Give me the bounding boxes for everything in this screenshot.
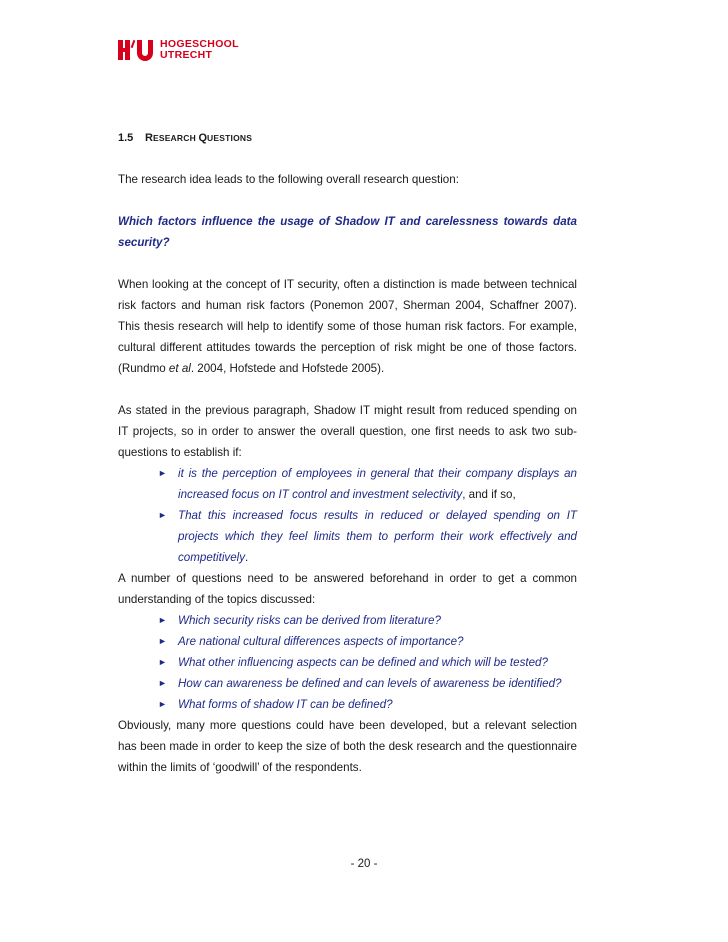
list-item <box>118 610 577 631</box>
list-item <box>118 631 577 652</box>
question-text: How can awareness be defined and can levels of awareness be identified? <box>178 677 562 690</box>
paragraph-conclusion: Obviously, many more questions could have been developed, but a relevant selection has been made in order to keep the size of both the desk research and the questionnaire within the limits of ‘goodwill’ of the respondents. <box>118 719 577 774</box>
question-text: Are national cultural differences aspects of importance? <box>178 635 464 648</box>
question-text: What other influencing aspects can be defined and which will be tested? <box>178 656 548 669</box>
para1-tail: . 2004, Hofstede and Hofstede 2005). <box>190 362 385 375</box>
sub-question-tail: , and if so, <box>462 488 516 501</box>
questions-list <box>118 610 577 715</box>
main-research-question: Which factors influence the usage of Shadow IT and carelessness towards data security? <box>118 215 577 249</box>
list-item <box>118 505 577 568</box>
sub-question-tail: . <box>245 551 249 564</box>
bullet-arrow-icon: ► <box>158 636 167 646</box>
logo-line2: UTRECHT <box>160 49 213 61</box>
logo <box>118 38 239 62</box>
intro-paragraph: The research idea leads to the following overall research question: <box>118 173 459 186</box>
section-title-q-rest: UESTIONS <box>207 133 253 143</box>
para1-et: et <box>168 362 179 375</box>
para1-text: When looking at the concept of IT security, often a distinction is made between technical risk factors and human risk factors (Ponemon 2007, Sherman 2004, Schaffner 2007). This thesis research will help to identify some of those human risk factors. For example, cultural different attitudes towards the perception of risk might be one of those factors. (Rundmo <box>118 278 577 375</box>
question-text: Which security risks can be derived from literature? <box>178 614 441 627</box>
sub-question-text: That this increased focus results in reduced or delayed spending on IT projects which they feel limits them to perform their work effectively and competitively <box>178 509 577 564</box>
page-number: - 20 - <box>350 858 378 870</box>
bullet-arrow-icon: ► <box>158 678 167 688</box>
bullet-arrow-icon: ► <box>158 510 167 520</box>
paragraph-questions-intro: A number of questions need to be answered beforehand in order to get a common understanding of the topics discussed: <box>118 572 577 606</box>
section-title-rest: ESEARCH <box>152 133 199 143</box>
bullet-arrow-icon: ► <box>158 615 167 625</box>
section-title-q: Q <box>198 132 208 144</box>
page-content <box>118 128 577 778</box>
list-item <box>118 463 577 505</box>
logo-line1: HOGESCHOOL <box>160 38 239 50</box>
hu-logo-mark-icon <box>118 38 156 62</box>
logo-wordmark <box>160 39 239 61</box>
section-heading <box>118 128 577 149</box>
list-item <box>118 652 577 673</box>
bullet-arrow-icon: ► <box>158 468 167 478</box>
list-item <box>118 694 577 715</box>
sub-question-text: it is the perception of employees in general that their company displays an increased focus on IT control and investment selectivity <box>178 467 577 501</box>
para1-al: al <box>181 362 191 375</box>
sub-questions-list <box>118 463 577 568</box>
paragraph-risk-factors <box>118 274 577 379</box>
bullet-arrow-icon: ► <box>158 699 167 709</box>
section-number: 1.5 <box>118 132 134 144</box>
paragraph-sub-questions-intro: As stated in the previous paragraph, Shadow IT might result from reduced spending on IT projects, so in order to answer the overall question, one first needs to ask two sub-questions to establish if: <box>118 404 577 459</box>
list-item <box>118 673 577 694</box>
section-title-r: R <box>145 132 153 144</box>
bullet-arrow-icon: ► <box>158 657 167 667</box>
question-text: What forms of shadow IT can be defined? <box>178 698 393 711</box>
